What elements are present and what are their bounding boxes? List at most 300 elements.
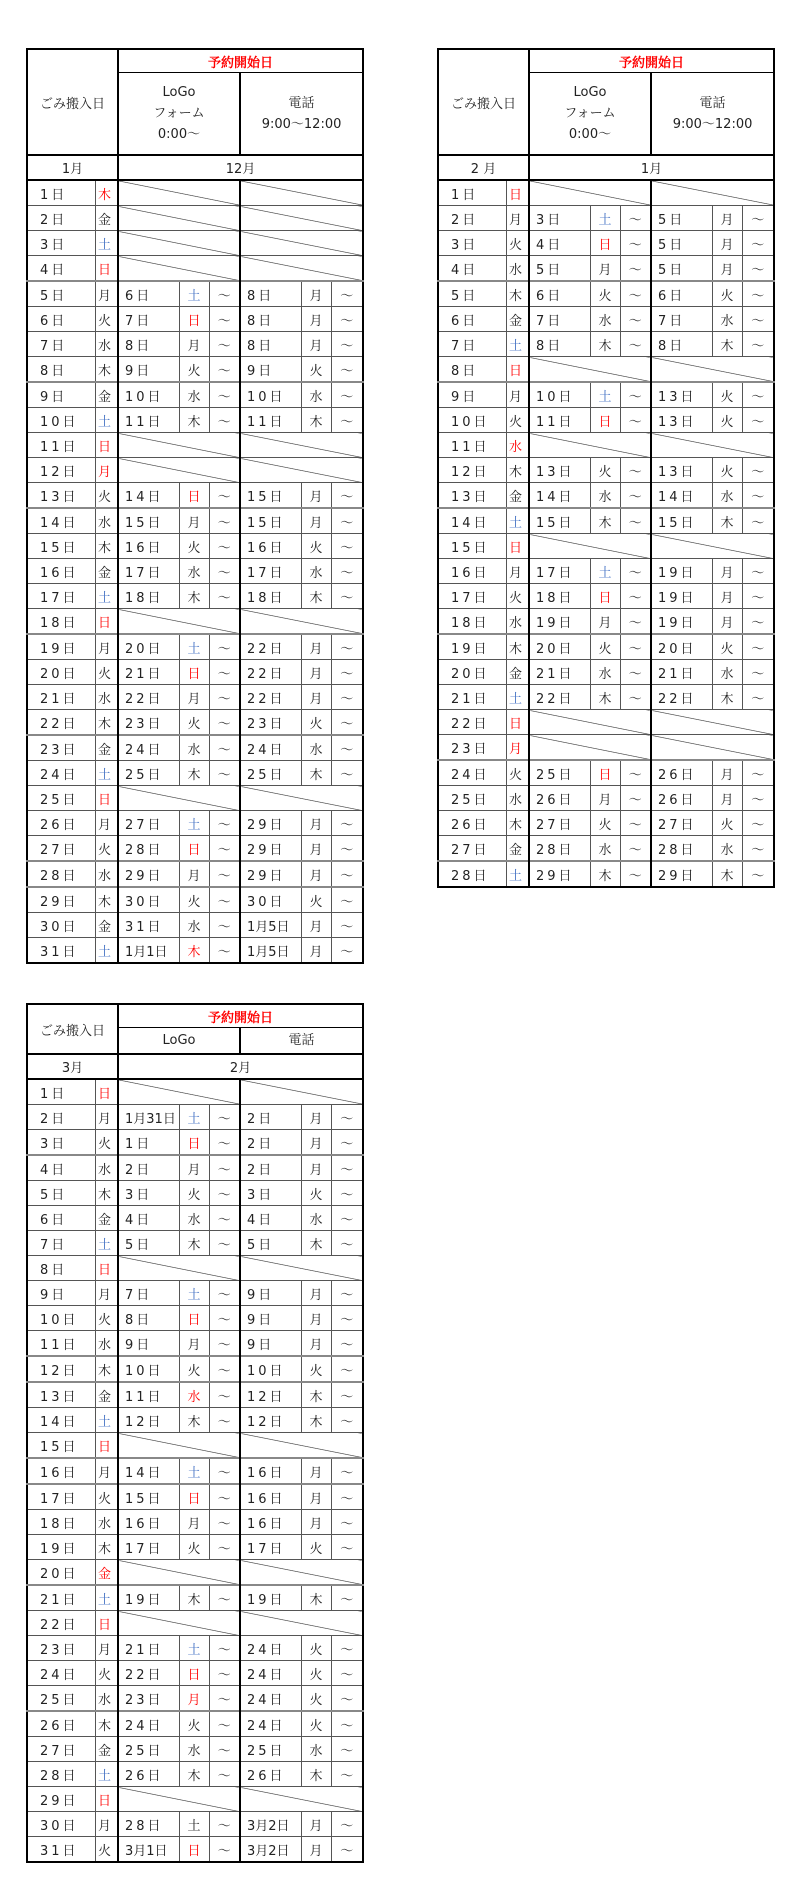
schedule-table-march: [26, 1003, 364, 1863]
disposal-weekday: 火: [95, 1130, 118, 1156]
phone-start-date: 9日: [240, 1331, 301, 1357]
disposal-date: 17日: [438, 584, 506, 609]
logo-closed-cell: [118, 206, 240, 231]
phone-closed-cell: [240, 1611, 363, 1636]
logo-start-weekday: 木: [590, 332, 620, 357]
phone-tilde: ～: [331, 307, 363, 332]
header-reservation-start: 予約開始日: [118, 1004, 363, 1028]
logo-tilde: ～: [209, 281, 240, 307]
phone-closed-cell: [651, 433, 774, 458]
phone-start-weekday: 火: [301, 1181, 331, 1206]
month-reservation: 2月: [118, 1054, 363, 1079]
table-row: [27, 861, 363, 887]
phone-start-weekday: 木: [301, 1408, 331, 1433]
phone-start-date: 19日: [651, 584, 712, 609]
logo-start-date: 8日: [118, 1306, 179, 1331]
phone-tilde: ～: [742, 634, 774, 660]
logo-tilde: ～: [209, 1585, 240, 1611]
phone-tilde: ～: [331, 559, 363, 584]
table-row: [27, 1762, 363, 1787]
table-row: [438, 508, 774, 534]
logo-start-weekday: 木: [179, 584, 209, 609]
month-disposal: 2 月: [438, 155, 529, 180]
disposal-date: 3日: [27, 231, 95, 256]
table-row: [438, 786, 774, 811]
disposal-weekday: 木: [95, 357, 118, 383]
logo-start-date: 21日: [118, 1636, 179, 1661]
month-disposal: 1月: [27, 155, 118, 180]
disposal-weekday: 月: [95, 634, 118, 660]
disposal-weekday: 土: [506, 685, 529, 710]
logo-tilde: ～: [209, 1636, 240, 1661]
phone-closed-cell: [240, 1787, 363, 1812]
phone-start-date: 21日: [651, 660, 712, 685]
disposal-weekday: 火: [95, 483, 118, 509]
logo-tilde: ～: [209, 660, 240, 685]
table-row: [27, 307, 363, 332]
disposal-weekday: 日: [95, 433, 118, 458]
disposal-date: 12日: [438, 458, 506, 483]
phone-start-weekday: 月: [712, 584, 742, 609]
logo-tilde: ～: [620, 836, 651, 862]
logo-tilde: ～: [620, 861, 651, 887]
disposal-weekday: 木: [95, 1711, 118, 1737]
logo-start-weekday: 火: [590, 458, 620, 483]
phone-tilde: ～: [742, 660, 774, 685]
phone-start-date: 8日: [240, 307, 301, 332]
logo-start-date: 9日: [118, 357, 179, 383]
phone-start-date: 17日: [240, 1535, 301, 1560]
logo-start-date: 26日: [529, 786, 590, 811]
phone-start-date: 17日: [240, 559, 301, 584]
logo-start-weekday: 日: [590, 231, 620, 256]
phone-tilde: ～: [742, 231, 774, 256]
disposal-weekday: 水: [95, 1510, 118, 1535]
table-row: [27, 1837, 363, 1863]
phone-tilde: ～: [331, 1812, 363, 1837]
logo-tilde: ～: [209, 1181, 240, 1206]
disposal-date: 26日: [27, 811, 95, 836]
disposal-weekday: 水: [95, 332, 118, 357]
header-phone-line1: 電話: [288, 95, 315, 111]
phone-start-date: 14日: [651, 483, 712, 509]
logo-tilde: ～: [209, 1711, 240, 1737]
table-row: [27, 483, 363, 509]
phone-start-weekday: 月: [301, 1155, 331, 1181]
disposal-weekday: 土: [95, 231, 118, 256]
table-row: [27, 1711, 363, 1737]
logo-start-weekday: 日: [179, 1661, 209, 1686]
logo-closed-cell: [118, 1611, 240, 1636]
disposal-date: 5日: [438, 281, 506, 307]
phone-start-date: 5日: [651, 256, 712, 282]
disposal-date: 18日: [27, 609, 95, 635]
disposal-date: 18日: [438, 609, 506, 635]
phone-start-weekday: 木: [301, 1231, 331, 1256]
phone-start-date: 24日: [240, 1661, 301, 1686]
phone-start-weekday: 水: [712, 836, 742, 862]
phone-tilde: ～: [742, 609, 774, 635]
logo-start-date: 23日: [118, 1686, 179, 1712]
phone-start-weekday: 木: [712, 332, 742, 357]
logo-start-date: 27日: [529, 811, 590, 836]
logo-tilde: ～: [209, 559, 240, 584]
disposal-date: 6日: [27, 1206, 95, 1231]
disposal-date: 22日: [27, 710, 95, 736]
disposal-date: 28日: [438, 861, 506, 887]
logo-tilde: ～: [209, 1408, 240, 1433]
phone-start-weekday: 水: [301, 559, 331, 584]
phone-start-date: 24日: [240, 1686, 301, 1712]
disposal-weekday: 土: [95, 938, 118, 964]
table-row: [438, 685, 774, 710]
phone-tilde: ～: [742, 861, 774, 887]
phone-start-weekday: 火: [301, 1535, 331, 1560]
disposal-date: 16日: [438, 559, 506, 584]
disposal-weekday: 金: [95, 206, 118, 231]
logo-start-date: 18日: [529, 584, 590, 609]
logo-start-weekday: 水: [179, 382, 209, 408]
phone-start-date: 28日: [651, 836, 712, 862]
logo-tilde: ～: [209, 1812, 240, 1837]
logo-start-weekday: 木: [179, 1408, 209, 1433]
disposal-date: 5日: [27, 1181, 95, 1206]
disposal-date: 16日: [27, 1458, 95, 1484]
phone-start-date: 15日: [651, 508, 712, 534]
logo-start-weekday: 日: [590, 408, 620, 433]
disposal-weekday: 火: [95, 1306, 118, 1331]
logo-tilde: ～: [620, 760, 651, 786]
phone-start-date: 11日: [240, 408, 301, 433]
disposal-weekday: 日: [95, 256, 118, 282]
phone-start-date: 26日: [240, 1762, 301, 1787]
phone-start-weekday: 月: [301, 1458, 331, 1484]
logo-tilde: ～: [620, 634, 651, 660]
phone-start-date: 18日: [240, 584, 301, 609]
logo-start-weekday: 水: [179, 1206, 209, 1231]
logo-tilde: ～: [209, 811, 240, 836]
disposal-weekday: 水: [506, 433, 529, 458]
disposal-weekday: 日: [95, 1787, 118, 1812]
phone-closed-cell: [651, 534, 774, 559]
disposal-weekday: 木: [95, 534, 118, 559]
disposal-date: 5日: [27, 281, 95, 307]
table-row: [438, 332, 774, 357]
disposal-date: 24日: [438, 760, 506, 786]
phone-start-weekday: 月: [301, 660, 331, 685]
table-row: [27, 231, 363, 256]
table-row: [27, 1306, 363, 1331]
phone-tilde: ～: [331, 382, 363, 408]
disposal-weekday: 月: [506, 382, 529, 408]
disposal-weekday: 日: [95, 1079, 118, 1105]
phone-start-weekday: 月: [712, 760, 742, 786]
disposal-date: 30日: [27, 913, 95, 938]
disposal-date: 2日: [27, 1105, 95, 1130]
table-row: [27, 1079, 363, 1105]
disposal-date: 12日: [27, 458, 95, 483]
phone-start-weekday: 月: [301, 508, 331, 534]
disposal-date: 16日: [27, 559, 95, 584]
disposal-date: 29日: [27, 887, 95, 913]
disposal-date: 17日: [27, 1484, 95, 1510]
phone-tilde: ～: [331, 1837, 363, 1863]
disposal-weekday: 土: [95, 1408, 118, 1433]
table-row: [27, 1812, 363, 1837]
logo-start-date: 28日: [529, 836, 590, 862]
logo-tilde: ～: [620, 458, 651, 483]
phone-start-date: 22日: [240, 634, 301, 660]
logo-tilde: ～: [209, 1281, 240, 1306]
disposal-weekday: 金: [95, 1382, 118, 1408]
phone-tilde: ～: [331, 1181, 363, 1206]
phone-start-weekday: 火: [712, 811, 742, 836]
logo-start-date: 6日: [118, 281, 179, 307]
phone-start-weekday: 月: [301, 836, 331, 862]
logo-tilde: ～: [209, 836, 240, 862]
logo-tilde: ～: [209, 861, 240, 887]
logo-tilde: ～: [620, 559, 651, 584]
logo-start-date: 25日: [118, 761, 179, 786]
disposal-weekday: 月: [95, 458, 118, 483]
header-logo-line3: 0:00～: [157, 127, 201, 143]
logo-start-date: 24日: [118, 735, 179, 761]
logo-start-weekday: 水: [590, 483, 620, 509]
disposal-date: 8日: [27, 1256, 95, 1281]
phone-closed-cell: [240, 180, 363, 206]
phone-start-weekday: 木: [301, 1585, 331, 1611]
phone-start-weekday: 月: [301, 811, 331, 836]
table-row: [27, 1181, 363, 1206]
logo-start-date: 22日: [118, 1661, 179, 1686]
disposal-date: 24日: [27, 761, 95, 786]
logo-tilde: ～: [209, 1484, 240, 1510]
logo-tilde: ～: [209, 938, 240, 964]
disposal-date: 11日: [438, 433, 506, 458]
logo-start-date: 10日: [529, 382, 590, 408]
disposal-weekday: 木: [506, 458, 529, 483]
phone-start-weekday: 水: [301, 1206, 331, 1231]
disposal-date: 9日: [27, 382, 95, 408]
phone-closed-cell: [240, 786, 363, 811]
phone-start-weekday: 水: [301, 382, 331, 408]
table-row: [27, 382, 363, 408]
phone-tilde: ～: [742, 206, 774, 231]
logo-start-weekday: 水: [179, 1737, 209, 1762]
logo-tilde: ～: [620, 231, 651, 256]
phone-start-weekday: 木: [301, 1382, 331, 1408]
table-row: [27, 1458, 363, 1484]
phone-tilde: ～: [331, 861, 363, 887]
logo-start-date: 26日: [118, 1762, 179, 1787]
phone-start-date: 25日: [240, 761, 301, 786]
logo-start-weekday: 月: [179, 332, 209, 357]
logo-start-date: 30日: [118, 887, 179, 913]
table-row: [438, 408, 774, 433]
phone-tilde: ～: [331, 887, 363, 913]
logo-start-date: 24日: [118, 1711, 179, 1737]
logo-tilde: ～: [209, 761, 240, 786]
logo-start-weekday: 木: [179, 761, 209, 786]
phone-start-weekday: 火: [301, 887, 331, 913]
phone-start-date: 4日: [240, 1206, 301, 1231]
table-row: [438, 584, 774, 609]
phone-tilde: ～: [742, 307, 774, 332]
logo-tilde: ～: [209, 1382, 240, 1408]
phone-tilde: ～: [331, 1130, 363, 1156]
disposal-date: 4日: [27, 256, 95, 282]
logo-start-weekday: 火: [179, 1711, 209, 1737]
disposal-weekday: 金: [506, 307, 529, 332]
phone-start-date: 7日: [651, 307, 712, 332]
disposal-date: 11日: [27, 1331, 95, 1357]
logo-start-weekday: 火: [590, 281, 620, 307]
phone-start-weekday: 木: [301, 408, 331, 433]
disposal-weekday: 木: [506, 281, 529, 307]
table-row: [27, 1130, 363, 1156]
logo-closed-cell: [529, 180, 651, 206]
phone-start-date: 20日: [651, 634, 712, 660]
table-row: [27, 332, 363, 357]
disposal-date: 15日: [27, 534, 95, 559]
phone-start-date: 22日: [651, 685, 712, 710]
logo-tilde: ～: [209, 1737, 240, 1762]
phone-start-date: 2日: [240, 1155, 301, 1181]
disposal-weekday: 月: [95, 1812, 118, 1837]
logo-tilde: ～: [620, 786, 651, 811]
phone-start-date: 26日: [651, 760, 712, 786]
logo-start-date: 5日: [118, 1231, 179, 1256]
logo-tilde: ～: [209, 1837, 240, 1863]
phone-tilde: ～: [331, 584, 363, 609]
phone-start-date: 15日: [240, 483, 301, 509]
phone-start-date: 24日: [240, 735, 301, 761]
table-row: [27, 1105, 363, 1130]
logo-start-date: 9日: [118, 1331, 179, 1357]
phone-start-weekday: 火: [301, 710, 331, 736]
phone-start-weekday: 水: [301, 735, 331, 761]
disposal-weekday: 火: [506, 408, 529, 433]
phone-tilde: ～: [331, 1331, 363, 1357]
table-row: [438, 256, 774, 282]
logo-tilde: ～: [209, 332, 240, 357]
phone-tilde: ～: [742, 408, 774, 433]
table-row: [438, 660, 774, 685]
disposal-date: 13日: [27, 483, 95, 509]
logo-tilde: ～: [209, 710, 240, 736]
table-row: [438, 281, 774, 307]
table-row: [27, 660, 363, 685]
phone-tilde: ～: [742, 458, 774, 483]
logo-closed-cell: [118, 458, 240, 483]
logo-tilde: ～: [620, 256, 651, 282]
table-row: [27, 1535, 363, 1560]
logo-start-date: 11日: [118, 1382, 179, 1408]
phone-tilde: ～: [331, 1105, 363, 1130]
disposal-date: 15日: [438, 534, 506, 559]
logo-start-weekday: 日: [179, 1484, 209, 1510]
phone-start-date: 2日: [240, 1130, 301, 1156]
disposal-weekday: 月: [95, 281, 118, 307]
logo-start-weekday: 木: [179, 938, 209, 964]
phone-tilde: ～: [331, 1382, 363, 1408]
table-row: [27, 1611, 363, 1636]
disposal-weekday: 水: [95, 1686, 118, 1712]
logo-start-date: 15日: [118, 508, 179, 534]
table-row: [27, 1356, 363, 1382]
phone-start-date: 10日: [240, 382, 301, 408]
logo-tilde: ～: [209, 1231, 240, 1256]
logo-start-weekday: 水: [179, 1382, 209, 1408]
logo-start-weekday: 木: [179, 408, 209, 433]
logo-start-weekday: 土: [179, 1636, 209, 1661]
logo-closed-cell: [118, 231, 240, 256]
table-row: [27, 180, 363, 206]
logo-start-date: 23日: [118, 710, 179, 736]
disposal-weekday: 木: [95, 180, 118, 206]
disposal-weekday: 金: [95, 1206, 118, 1231]
table-row: [438, 458, 774, 483]
phone-start-weekday: 水: [712, 307, 742, 332]
table-row: [27, 534, 363, 559]
phone-start-date: 13日: [651, 408, 712, 433]
logo-closed-cell: [529, 735, 651, 761]
phone-start-weekday: 月: [301, 634, 331, 660]
table-row: [27, 1560, 363, 1586]
disposal-date: 3日: [27, 1130, 95, 1156]
phone-tilde: ～: [331, 1636, 363, 1661]
phone-start-date: 9日: [240, 1281, 301, 1306]
logo-start-date: 20日: [118, 634, 179, 660]
phone-tilde: ～: [331, 1484, 363, 1510]
phone-start-weekday: 月: [712, 206, 742, 231]
phone-tilde: ～: [742, 382, 774, 408]
disposal-weekday: 日: [506, 357, 529, 383]
logo-start-date: 27日: [118, 811, 179, 836]
month-reservation: 1月: [529, 155, 774, 180]
table-row: [27, 811, 363, 836]
logo-tilde: ～: [209, 508, 240, 534]
phone-start-date: 12日: [240, 1408, 301, 1433]
header-phone-line2: 9:00～12:00: [261, 116, 342, 132]
logo-tilde: ～: [209, 735, 240, 761]
disposal-date: 14日: [27, 1408, 95, 1433]
disposal-date: 21日: [438, 685, 506, 710]
disposal-date: 28日: [27, 861, 95, 887]
header-logo: LoGo: [118, 1028, 240, 1054]
disposal-date: 10日: [438, 408, 506, 433]
phone-tilde: ～: [742, 760, 774, 786]
disposal-weekday: 土: [506, 332, 529, 357]
phone-start-weekday: 火: [712, 458, 742, 483]
phone-start-weekday: 月: [301, 307, 331, 332]
logo-tilde: ～: [620, 685, 651, 710]
logo-start-weekday: 水: [590, 660, 620, 685]
phone-tilde: ～: [331, 938, 363, 964]
logo-tilde: ～: [209, 307, 240, 332]
disposal-weekday: 金: [506, 483, 529, 509]
phone-start-date: 29日: [240, 861, 301, 887]
disposal-weekday: 日: [95, 786, 118, 811]
logo-start-weekday: 日: [179, 1837, 209, 1863]
logo-start-weekday: 土: [179, 634, 209, 660]
disposal-date: 25日: [27, 1686, 95, 1712]
table-row: [27, 938, 363, 964]
table-row: [27, 256, 363, 282]
phone-start-weekday: 月: [301, 1510, 331, 1535]
logo-start-date: 11日: [529, 408, 590, 433]
logo-tilde: ～: [209, 534, 240, 559]
